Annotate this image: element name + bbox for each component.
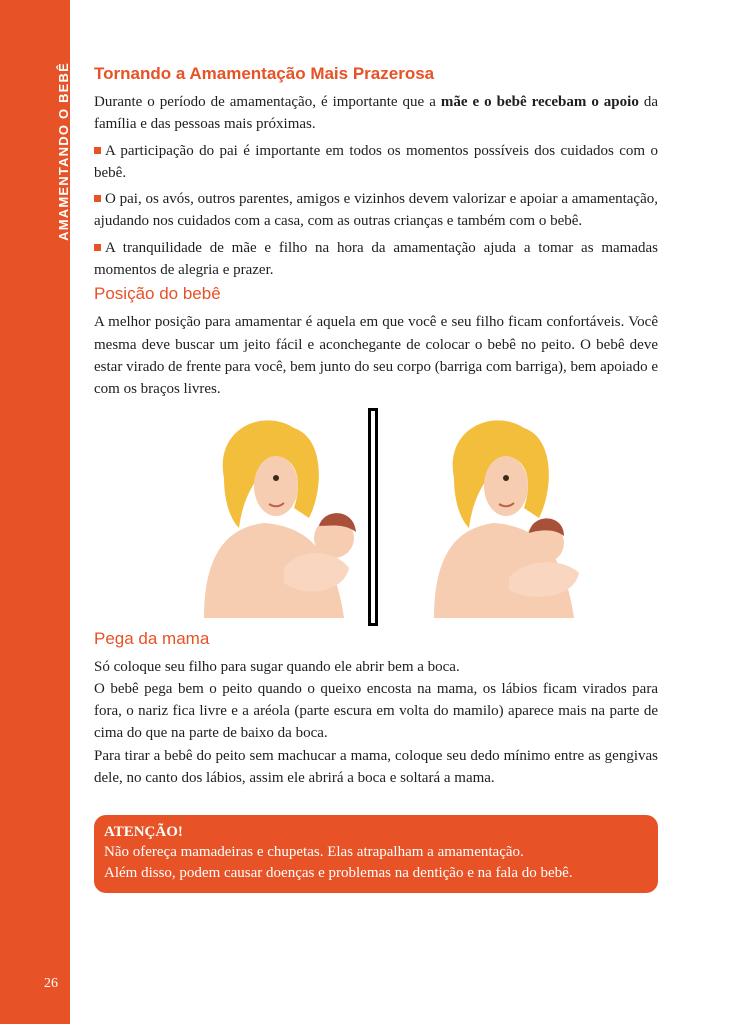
attention-line-2: Além disso, podem causar doenças e problemas na dentição e na fala do bebê. [104,865,573,881]
intro-end: da família e das pessoas mais próximas. [94,94,658,133]
attention-title: ATENÇÃO! [104,824,183,840]
latch-paragraph-1: Só coloque seu filho para sugar quando ele abrir bem a boca. [94,658,460,675]
intro-start: Durante o período de amamentação, é importante que a [94,94,441,110]
mother-baby-wrong-position-illustration [184,408,364,618]
bullet-item [94,140,658,185]
intro-bold: mãe e o bebê recebam o apoio [440,94,639,110]
breastfeeding-illustrations [94,408,658,626]
bullet-item [94,237,658,282]
page-number: 26 [44,976,58,991]
mother-baby-correct-position-illustration [414,408,594,618]
latch-paragraph-3: Para tirar a bebê do peito sem machucar a mama, coloque seu dedo mínimo entre as gengivas dele, no canto dos lábios, assim ele abrirá a boca e soltará a mama. [94,747,658,787]
section-heading-latch: Pega da mama [94,628,210,648]
main-content [94,62,658,789]
bullet-text: A participação do pai é importante em todos os momentos possíveis dos cuidados com o bebê. [94,142,658,181]
bullet-item [94,188,658,233]
square-bullet-icon [94,244,101,251]
square-bullet-icon [94,147,101,154]
latch-paragraph-2: O bebê pega bem o peito quando o queixo encosta na mama, os lábios ficam virados para fora, o nariz fica livre e a aréola (parte escura em volta do mamilo) aparece mais na parte de cima do que na parte de baixo da boca. [94,680,658,742]
section-heading-baby-position: Posição do bebê [94,284,221,304]
square-bullet-icon [94,195,101,202]
attention-box [94,815,658,893]
section-heading-breastfeeding-pleasure: Tornando a Amamentação Mais Prazerosa [94,64,435,83]
position-paragraph: A melhor posição para amamentar é aquela em que você e seu filho ficam confortáveis. Você mesma deve buscar um jeito fácil e aconchegante de colocar o bebê no peito. O bebê deve estar virado de frente para você, bem junto do seu corpo (barriga com barriga), bem apoiado e com os braços livres. [94,314,658,398]
bullet-text: A tranquilidade de mãe e filho na hora da amamentação ajuda a tomar as mamadas momentos de alegria e prazer. [94,239,658,279]
illustration-divider [368,408,378,626]
sidebar [0,0,70,1024]
intro-paragraph [94,91,658,136]
attention-line-1: Não ofereça mamadeiras e chupetas. Elas atrapalham a amamentação. [104,844,524,860]
bullet-text: O pai, os avós, outros parentes, amigos e vizinhos devem valorizar e apoiar a amamentação, ajudando nos cuidados com a casa, com as outras crianças e também com o bebê. [94,191,658,230]
sidebar-title: AMAMENTANDO O BEBÊ [56,62,71,241]
